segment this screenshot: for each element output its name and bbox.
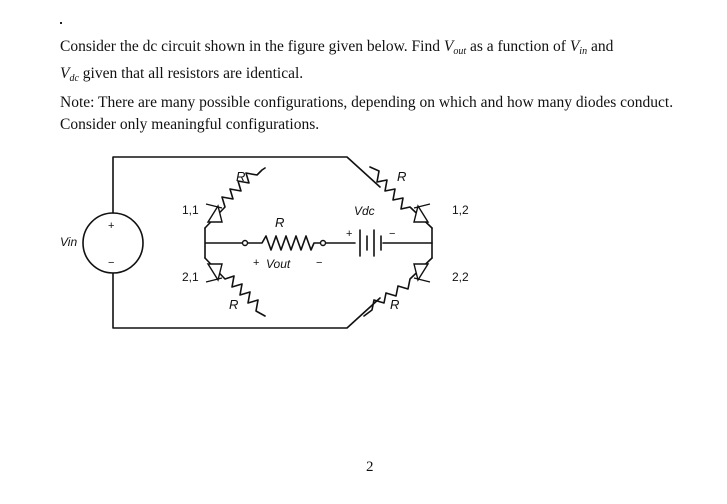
vdc-label: Vdc: [354, 204, 375, 218]
diode-label-2-1: 2,1: [182, 270, 199, 284]
diode-2-1: [206, 264, 222, 282]
vout-label: Vout: [266, 257, 291, 271]
vout-node-right: [321, 241, 326, 246]
vout-symbol: $V_{out}$: [443, 38, 467, 57]
r-label-bottom-left: R: [229, 297, 239, 312]
p1-text-b: as a function of: [466, 38, 570, 55]
p1-text-a: Consider the dc circuit shown in the figure given below. Find: [60, 38, 444, 55]
vin-symbol: $V_{in}$: [569, 38, 588, 57]
diode-1-1: [206, 204, 222, 222]
note-paragraph: Note: There are many possible configurations, depending on which and how many diodes conduct. Consider only meaningful configurations.: [60, 94, 674, 133]
vin-label: Vin: [60, 235, 78, 249]
p1-text-c: and: [587, 38, 614, 55]
source-minus: −: [108, 257, 115, 269]
r-label-top-left: R: [236, 169, 246, 184]
p1-text-d: given that all resistors are identical.: [78, 65, 304, 82]
wire-outer-top: [113, 157, 380, 213]
resistor-center: [245, 236, 320, 250]
r-label-top-right: R: [397, 169, 407, 184]
r-label-center: R: [275, 215, 285, 230]
source-plus: +: [108, 220, 115, 232]
vout-node-left: [243, 241, 248, 246]
diode-label-2-2: 2,2: [452, 270, 469, 284]
diode-label-1-1: 1,1: [182, 203, 199, 217]
r-label-bottom-right: R: [390, 297, 400, 312]
vdc-symbol: $V_{dc}$: [60, 65, 79, 84]
battery-plates: [360, 230, 381, 256]
vout-minus: −: [316, 257, 323, 269]
diode-label-1-2: 1,2: [452, 203, 469, 217]
vout-plus: +: [253, 257, 260, 269]
diode-1-2: [414, 204, 430, 222]
vdc-minus: −: [389, 228, 396, 240]
wire-left-node: [205, 228, 245, 258]
wire-outer-bottom: [113, 273, 380, 328]
page-number: 2: [366, 459, 374, 475]
vdc-plus: +: [346, 228, 353, 240]
diode-2-2: [414, 264, 430, 282]
